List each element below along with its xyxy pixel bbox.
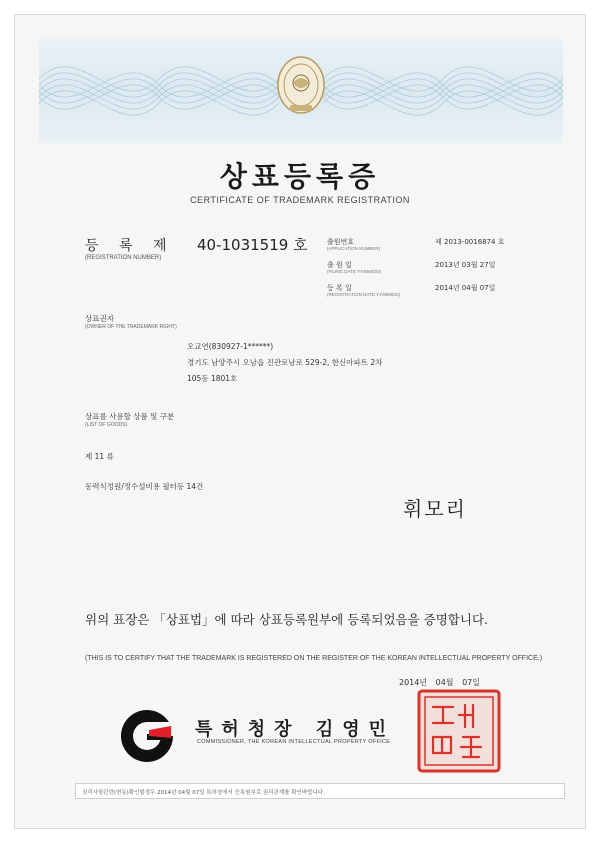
side-label: 등 록 일 bbox=[327, 284, 352, 292]
owner-name: 오교연(830927-1******) bbox=[187, 342, 274, 351]
owner-address-detail: 105동 1801호 bbox=[187, 374, 238, 383]
official-seal-stamp-icon bbox=[415, 687, 503, 775]
owner-label: 상표권자 bbox=[85, 314, 114, 323]
commissioner-title-en: COMMISSIONER, THE KOREAN INTELLECTUAL PROPERTY OFFICE bbox=[197, 739, 391, 745]
application-info bbox=[327, 237, 557, 306]
page-title: 상표등록증 bbox=[219, 160, 381, 193]
verification-note: 권리사항관련(변동)확인할경우 2014년 04월 07일 특허청에서 등록원부로 권리관계를 확인바랍니다. bbox=[75, 783, 565, 799]
issue-date: 2014년 04월 07일 bbox=[399, 678, 480, 687]
side-label: 출원번호 bbox=[327, 238, 355, 246]
side-label: 출 원 일 bbox=[327, 261, 352, 269]
side-value: 2013년 03월 27일 bbox=[435, 261, 496, 269]
goods-label-en: (LIST OF GOODS) bbox=[85, 422, 128, 428]
owner-address: 경기도 남양주시 오남읍 진관로남로 529-2, 한신아파트 2차 bbox=[187, 358, 383, 367]
filing-date-row bbox=[327, 260, 557, 283]
page-subtitle: CERTIFICATE OF TRADEMARK REGISTRATION bbox=[190, 195, 410, 205]
goods-items: 동력식정원/정수설비용 필터등 14건 bbox=[85, 482, 204, 491]
registration-date-row bbox=[327, 283, 557, 306]
side-label-en: (APPLICATION NUMBER) bbox=[327, 246, 381, 251]
guilloche-pattern-left bbox=[39, 39, 279, 143]
application-number-row bbox=[327, 237, 557, 260]
registration-number: 40-1031519 호 bbox=[197, 236, 308, 254]
guilloche-pattern-right bbox=[323, 39, 563, 143]
registration-label-en: (REGISTRATION NUMBER) bbox=[85, 255, 162, 261]
certification-statement: 위의 표장은 「상표법」에 따라 상표등록원부에 등록되었음을 증명합니다. bbox=[85, 612, 488, 627]
trademark-text: 휘모리 bbox=[403, 497, 467, 521]
goods-class: 제 11 류 bbox=[85, 452, 114, 461]
side-value: 제 2013-0016874 호 bbox=[435, 238, 505, 246]
registration-label: 등 록 제 bbox=[85, 238, 175, 254]
certification-statement-en: (THIS IS TO CERTIFY THAT THE TRADEMARK IS REGISTERED ON THE REGISTER OF THE KOREAN INTELLECTUAL PROPERTY OFFICE.) bbox=[85, 655, 543, 662]
side-label-en: (FILING DATE:YY/MM/DD) bbox=[327, 269, 382, 274]
national-emblem-icon bbox=[275, 53, 327, 121]
decorative-banner bbox=[39, 39, 563, 143]
commissioner-name: 특허청장 김영민 bbox=[195, 719, 395, 740]
goods-label: 상표를 사용할 상품 및 구분 bbox=[85, 412, 175, 421]
certificate-sheet bbox=[14, 14, 586, 829]
side-value: 2014년 04월 07일 bbox=[435, 284, 496, 292]
owner-label-en: (OWNER OF THE TRADEMARK RIGHT) bbox=[85, 324, 177, 330]
kipo-logo-icon bbox=[119, 708, 175, 764]
side-label-en: (REGISTRATION DATE:YY/MM/DD) bbox=[327, 292, 401, 297]
